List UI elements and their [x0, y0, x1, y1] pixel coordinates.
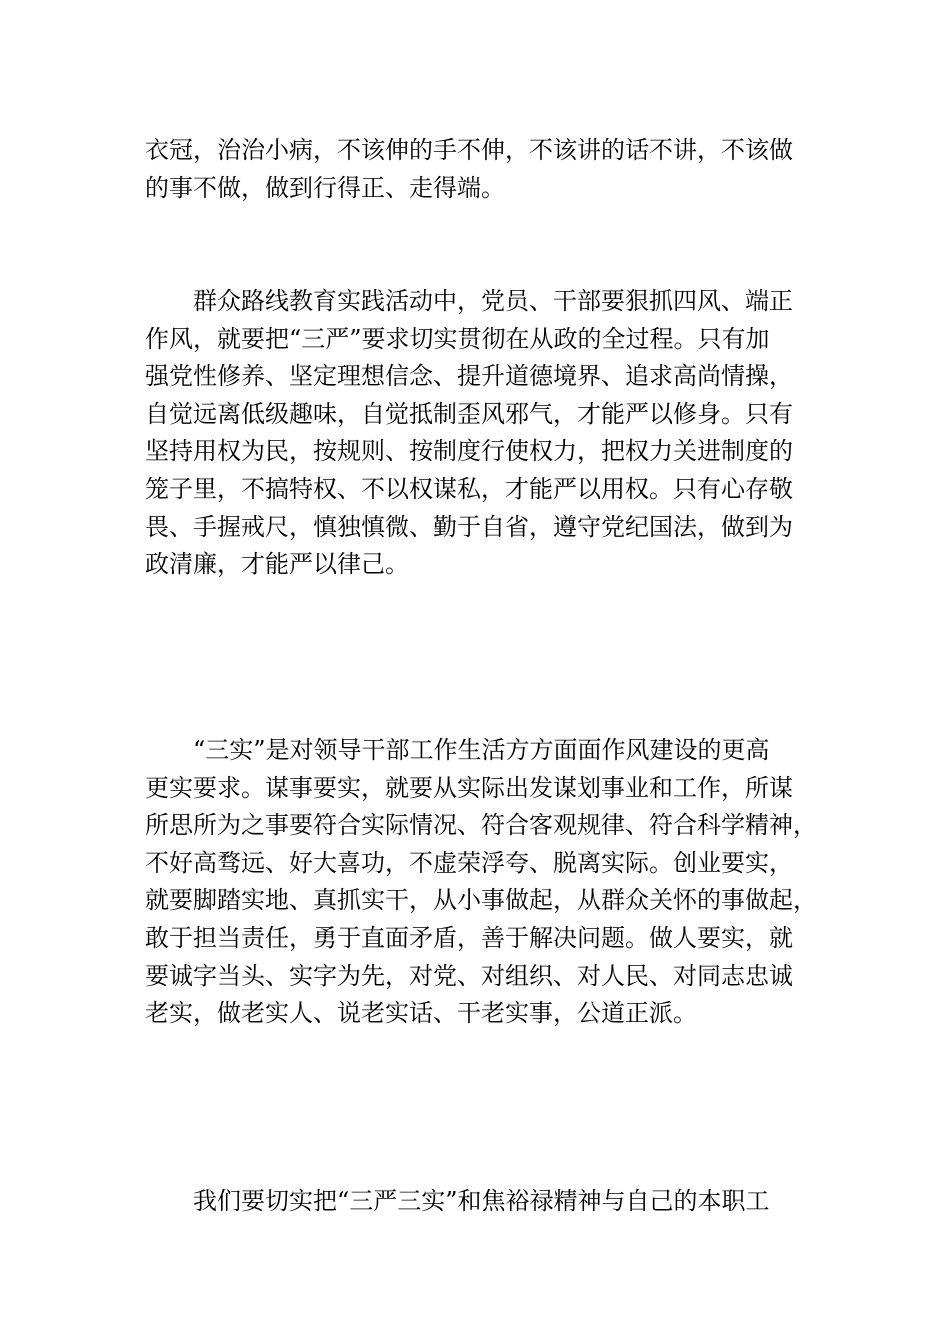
text-line: “三实”是对领导干部工作生活方方面面作风建设的更高	[193, 736, 770, 764]
paragraph-2	[145, 283, 835, 584]
text-line: 强党性修养、坚定理想信念、提升道德境界、追求高尚情操，	[145, 362, 793, 391]
text-line: 不好高骛远、好大喜功，不虚荣浮夸、脱离实际。创业要实，	[145, 848, 793, 877]
text-line: 坚持用权为民，按规则、按制度行使权力，把权力关进制度的	[145, 437, 793, 466]
paragraph-1	[145, 132, 835, 207]
text-line: 群众路线教育实践活动中，党员、干部要狠抓四风、端正	[193, 287, 793, 315]
text-line: 政清廉，才能严以律己。	[145, 550, 409, 579]
text-line: 要诚字当头、实字为先，对党、对组织、对人民、对同志忠诚	[145, 961, 793, 990]
text-line: 的事不做，做到行得正、走得端。	[145, 173, 505, 202]
text-line: 笼子里，不搞特权、不以权谋私，才能严以用权。只有心存敬	[145, 474, 793, 503]
paragraph-3	[145, 732, 835, 1033]
text-line: 畏、手握戒尺，慎独慎微、勤于自省，遵守党纪国法，做到为	[145, 512, 793, 541]
text-line: 敢于担当责任，勇于直面矛盾，善于解决问题。做人要实，就	[145, 923, 793, 952]
text-line: 老实，做老实人、说老实话、干老实事，公道正派。	[145, 999, 697, 1028]
text-line: 自觉远离低级趣味，自觉抵制歪风邪气，才能严以修身。只有	[145, 399, 793, 428]
text-line: 我们要切实把“三严三实”和焦裕禄精神与自己的本职工	[193, 1187, 770, 1215]
text-line: 衣冠，治治小病，不该伸的手不伸，不该讲的话不讲，不该做	[145, 136, 793, 164]
text-line: 所思所为之事要符合实际情况、符合客观规律、符合科学精神，	[145, 811, 817, 840]
paragraph-4	[145, 1183, 835, 1221]
text-line: 更实要求。谋事要实，就要从实际出发谋划事业和工作，所谋	[145, 773, 793, 802]
text-line: 作风，就要把“三严”要求切实贯彻在从政的全过程。只有加	[145, 324, 770, 353]
text-line: 就要脚踏实地、真抓实干，从小事做起，从群众关怀的事做起，	[145, 886, 817, 915]
